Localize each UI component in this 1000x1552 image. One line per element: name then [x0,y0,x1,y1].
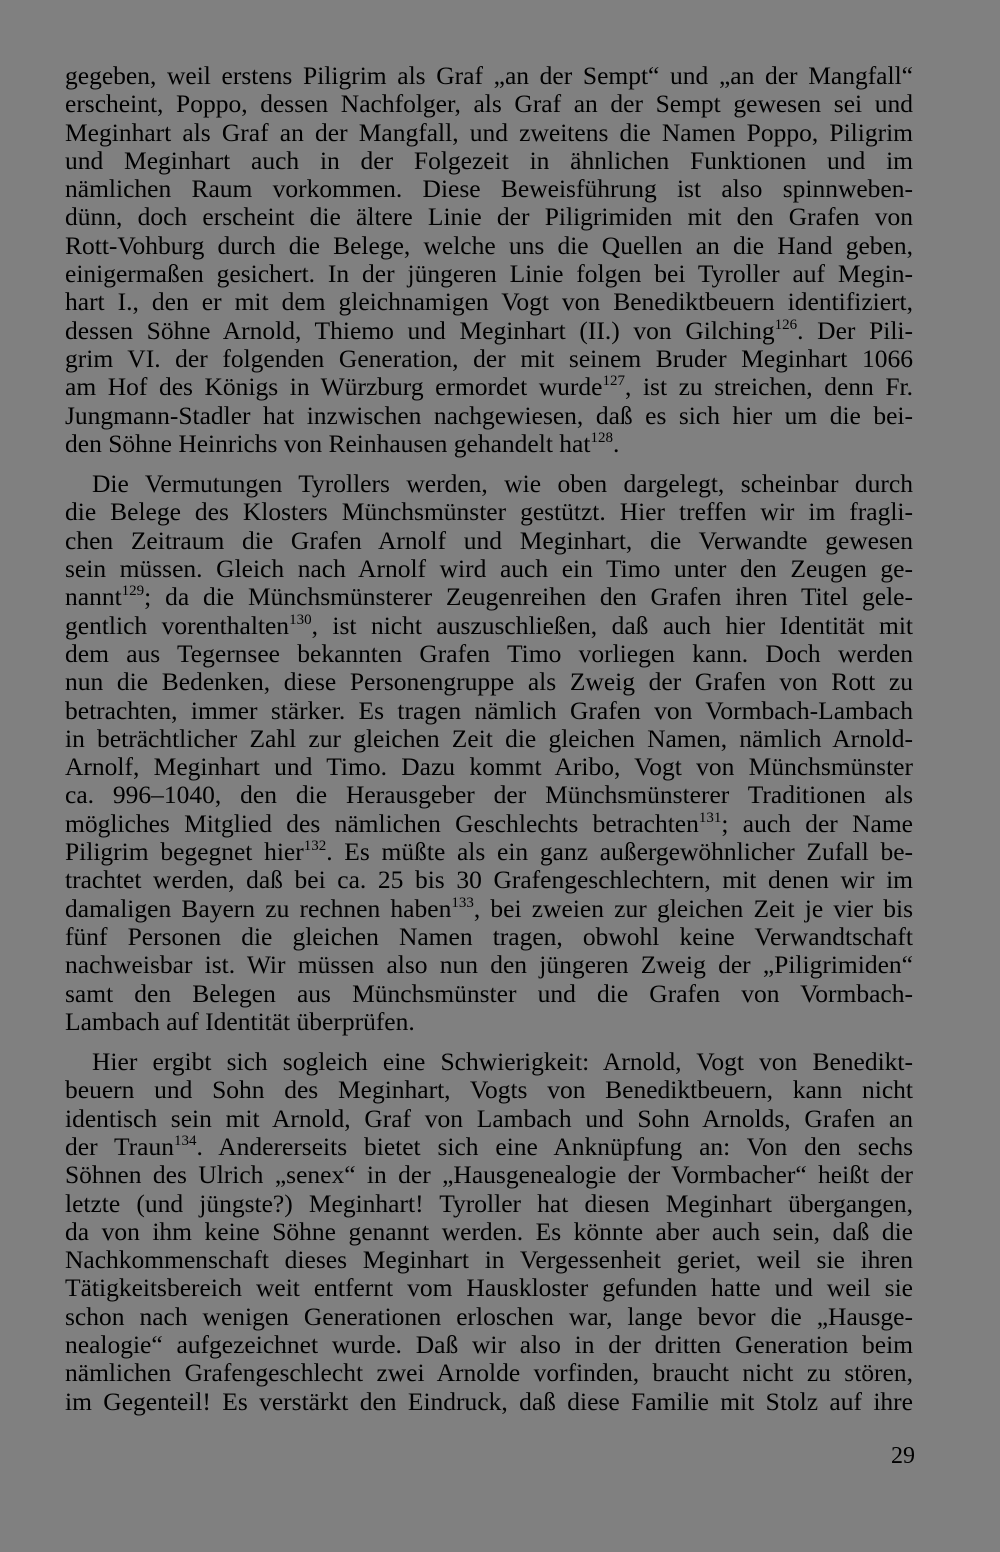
text-line [65,725,913,753]
text-run: damaligen Bayern zu rechnen haben [65,893,452,923]
text-run: letzte (und jüngste?) Meginhart! Tyroller hat diesen Meginhart übergangen, [65,1188,913,1218]
footnote-reference[interactable]: 133 [451,894,474,911]
text-run: , bei zweien zur gleichen Zeit je vier bis [473,893,913,923]
text-run: dünn, doch erscheint die ältere Linie der Piligrimiden mit den Grafen von [65,202,913,232]
text-line [65,175,913,203]
text-run: im Gegenteil! Es verstärkt den Eindruck, daß diese Familie mit Stolz auf ihre [65,1386,913,1416]
text-line [65,527,913,555]
text-line [65,203,913,231]
text-run: Tätigkeitsbereich weit entfernt vom Hauskloster gefunden hatte und weil sie [65,1273,913,1303]
text-line [65,1388,913,1416]
text-line [65,119,913,147]
text-run: Meginhart als Graf an der Mangfall, und zweitens die Namen Poppo, Piligrim [65,117,913,147]
text-run: nealogie“ aufgezeichnet wurde. Daß wir also in der dritten Generation beim [65,1330,913,1360]
text-line [65,430,913,458]
text-line [65,1331,913,1359]
text-run: fünf Personen die gleichen Namen tragen, obwohl keine Verwandtschaft [65,921,913,951]
footnote-reference[interactable]: 134 [173,1132,197,1149]
text-line [65,555,913,583]
text-line [65,1133,913,1161]
footnote-reference[interactable]: 130 [289,611,312,628]
text-run: die Belege des Klosters Münchsmünster gestützt. Hier treffen wir im fragli- [65,497,913,527]
text-line [65,1190,913,1218]
page-body [65,62,913,1428]
text-line [65,90,913,118]
text-run: sein müssen. Gleich nach Arnolf wird auch ein Timo unter den Zeugen ge- [65,554,913,584]
text-line [65,1048,913,1076]
text-line [65,980,913,1008]
text-run: . Es müßte als ein ganz außergewöhnlicher Zufall be- [326,837,913,867]
text-run: samt den Belegen aus Münchsmünster und die Grafen von Vormbach- [65,978,913,1008]
text-line [65,260,913,288]
text-line [65,147,913,175]
text-run: beuern und Sohn des Meginhart, Vogts von Benediktbeuern, kann nicht [65,1075,913,1105]
text-line [65,470,913,498]
text-run: dessen Söhne Arnold, Thiemo und Meginhart (II.) von Gilching [65,315,775,345]
text-run: Nachkommenschaft dieses Meginhart in Vergessenheit geriet, weil sie ihren [65,1245,913,1275]
text-line [65,753,913,781]
footnote-reference[interactable]: 127 [602,373,625,390]
text-line [65,895,913,923]
text-line [65,1246,913,1274]
text-run: dem aus Tegernsee bekannten Grafen Timo vorliegen kann. Doch werden [65,638,913,668]
page-number: 29 [891,1443,915,1469]
text-run: . Der Pili- [797,315,913,345]
text-run: nun die Bedenken, diese Personengruppe als Zweig der Grafen von Rott zu [65,667,913,697]
paragraph [65,62,913,458]
text-run: hart I., den er mit dem gleichnamigen Vogt von Benediktbeuern identifiziert, [65,287,913,317]
text-run: . [612,428,620,458]
footnote-reference[interactable]: 131 [698,809,722,826]
text-run: Jungmann-Stadler hat inzwischen nachgewiesen, daß es sich hier um die bei- [65,400,913,430]
text-run: am Hof des Königs in Würzburg ermordet wurde [65,372,603,402]
text-run: nämlichen Raum vorkommen. Diese Beweisführung ist also spinnweben- [65,174,913,204]
text-line [65,498,913,526]
text-run: der Traun [65,1131,174,1161]
text-line [65,583,913,611]
text-run: grim VI. der folgenden Generation, der mit seinem Bruder Meginhart 1066 [65,343,913,373]
text-run: gentlich vorenthalten [65,610,290,640]
text-run: Piligrim begegnet hier [65,837,304,867]
text-run: den Söhne Heinrichs von Reinhausen gehandelt hat [65,428,591,458]
text-run: mögliches Mitglied des nämlichen Geschlechts betrachten [65,808,699,838]
text-line [65,810,913,838]
text-line [65,1359,913,1387]
text-run: und Meginhart auch in der Folgezeit in ähnlichen Funktionen und im [65,145,913,175]
paragraph [65,1048,913,1416]
text-line [65,1303,913,1331]
text-line [65,612,913,640]
text-run: ca. 996–1040, den die Herausgeber der Münchsmünsterer Traditionen als [65,780,913,810]
paragraph [65,470,913,1036]
text-run: trachtet werden, daß bei ca. 25 bis 30 Grafengeschlechtern, mit denen wir im [65,865,913,895]
footnote-reference[interactable]: 129 [121,583,145,600]
text-line [65,668,913,696]
text-run: einigermaßen gesichert. In der jüngeren Linie folgen bei Tyroller auf Megin- [65,259,913,289]
text-line [65,923,913,951]
text-run: ; da die Münchsmünsterer Zeugenreihen den Grafen ihren Titel gele- [144,582,913,612]
text-run: erscheint, Poppo, dessen Nachfolger, als Graf an der Sempt gewesen sei und [65,89,913,119]
text-line [65,697,913,725]
text-run: chen Zeitraum die Grafen Arnolf und Meginhart, die Verwandte gewesen [65,525,913,555]
text-run: Hier ergibt sich sogleich eine Schwierigkeit: Arnold, Vogt von Benedikt- [92,1047,913,1077]
text-line [65,1008,913,1036]
text-line [65,288,913,316]
text-run: Rott-Vohburg durch die Belege, welche uns die Quellen an die Hand geben, [65,230,913,260]
text-line [65,345,913,373]
text-run: identisch sein mit Arnold, Graf von Lambach und Sohn Arnolds, Grafen an [65,1103,913,1133]
text-run: in beträchtlicher Zahl zur gleichen Zeit die gleichen Namen, nämlich Arnold- [65,723,913,753]
text-line [65,1161,913,1189]
footnote-reference[interactable]: 128 [590,429,613,446]
footnote-reference[interactable]: 126 [774,316,798,333]
text-run: , ist nicht auszuschließen, daß auch hier Identität mit [311,610,914,640]
text-line [65,1076,913,1104]
text-run: schon nach wenigen Generationen erloschen war, lange bevor die „Hausge- [65,1301,913,1331]
text-line [65,866,913,894]
text-run: nachweisbar ist. Wir müssen also nun den jüngeren Zweig der „Piligrimiden“ [65,950,913,980]
text-line [65,838,913,866]
text-run: Söhnen des Ulrich „senex“ in der „Hausgenealogie der Vormbacher“ heißt der [65,1160,913,1190]
text-run: . Andererseits bietet sich eine Anknüpfung an: Von den sechs [196,1131,914,1161]
footnote-reference[interactable]: 132 [303,838,327,855]
text-line [65,1274,913,1302]
text-line [65,373,913,401]
text-run: betrachten, immer stärker. Es tragen nämlich Grafen von Vormbach-Lambach [65,695,913,725]
text-run: , ist zu streichen, denn Fr. [625,372,913,402]
text-run: gegeben, weil erstens Piligrim als Graf „an der Sempt“ und „an der Mangfall“ [65,61,913,90]
text-run: Die Vermutungen Tyrollers werden, wie oben dargelegt, scheinbar durch [92,469,913,499]
text-line [65,62,913,90]
text-line [65,317,913,345]
text-run: nämlichen Grafengeschlecht zwei Arnolde vorfinden, braucht nicht zu stören, [65,1358,913,1388]
text-run: nannt [65,582,122,612]
text-line [65,402,913,430]
text-line [65,1218,913,1246]
text-line [65,951,913,979]
text-run: Arnolf, Meginhart und Timo. Dazu kommt Aribo, Vogt von Münchsmünster [65,752,913,782]
text-run: ; auch der Name [721,808,913,838]
text-run: da von ihm keine Söhne genannt werden. Es könnte aber auch sein, daß die [65,1216,913,1246]
text-line [65,781,913,809]
text-line [65,640,913,668]
text-run: Lambach auf Identität überprüfen. [65,1006,415,1036]
text-line [65,1105,913,1133]
text-line [65,232,913,260]
